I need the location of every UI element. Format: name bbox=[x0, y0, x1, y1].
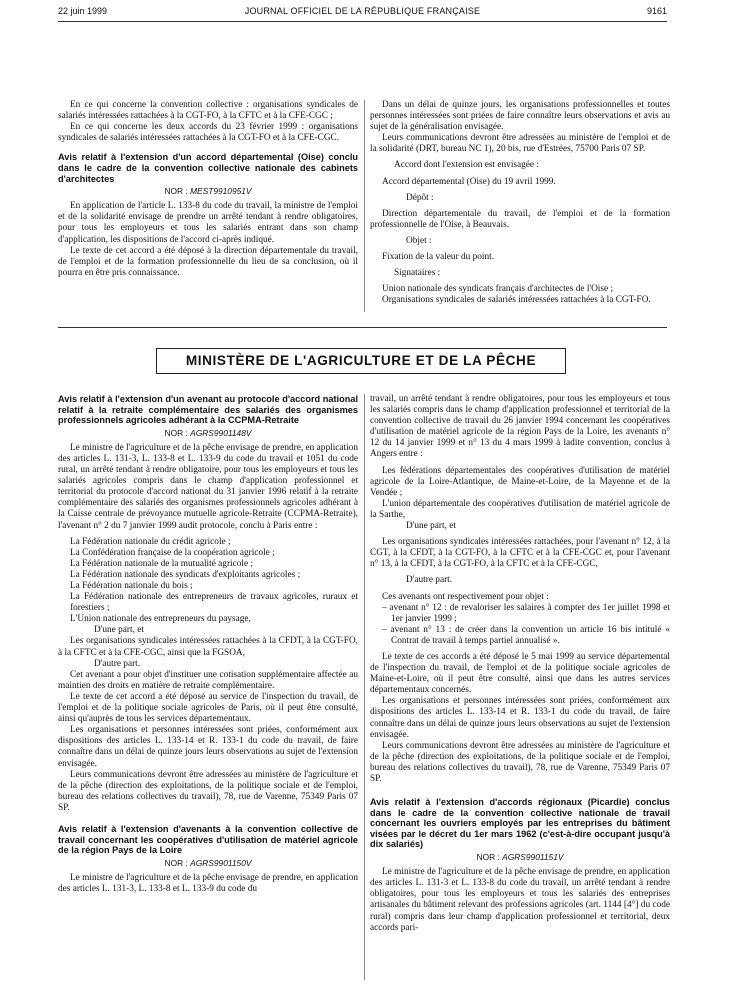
label: Dépôt : bbox=[406, 192, 434, 203]
paragraph: Cet avenant a pour objet d'instituer une cotisation supplémentaire affectée au maintien des droits en matière de retraite complémentaire. bbox=[58, 669, 358, 691]
top-right-column bbox=[370, 100, 670, 306]
paragraph: Union nationale des syndicats français d'architectes de l'Oise ; bbox=[382, 284, 614, 295]
paragraph: En application de l'article L. 133-8 du code du travail, la ministre de l'emploi et de la solidarité envisage de prendre un arrêté tendant à rendre obligatoires, pour tous les employeurs et tous les salariés entrant dans son champ d'application, les dispositions de l'accord ci-après indiqué. bbox=[58, 201, 358, 245]
paragraph: Le texte de cet accord a été déposé à la direction départementale du travail, de l'emploi et de la formation professionnelle du lieu de sa conclusion, où il pourra en être pris connaissance. bbox=[58, 245, 358, 278]
top-left-column bbox=[58, 100, 358, 279]
nor-reference: NOR : MESТ9910951V bbox=[164, 186, 252, 197]
page-header bbox=[58, 4, 667, 20]
party-label: D'une part, et bbox=[94, 625, 144, 636]
notice-title: Avis relatif à l'extension d'un accord départemental (Oise) conclu dans le cadre de la convention collective nationale des cabinets d'architectes bbox=[58, 152, 358, 184]
paragraph: Le ministre de l'agriculture et de la pêche envisage de prendre, en application des articles L. 131-3 et L. 133-8 du code du travail, un arrêté tendant à rendre obligatoires, pour tous les employeurs et tous les salariés des entreprises artisanales du bâtiment relevant des professions agricoles (art. 1144 [4°] du code rural) compris dans leur champ d'application professionnel et territorial, deux accords pari- bbox=[370, 867, 670, 933]
paragraph: Leurs communications devront être adressées au ministère de l'agriculture et de la pêche (direction des exploitations, de la politique sociale et de l'emploi, bureau des relations collectives du travail), 78, rue de Varenne, 75349 Paris 07 SP. bbox=[58, 769, 358, 813]
paragraph: Organisations syndicales de salariés intéressées rattachées à la CGT-FO. bbox=[382, 295, 651, 306]
paragraph: En ce qui concerne les deux accords du 23 février 1999 : organisations syndicales de salariés intéressées rattachées à la CGT-FO et à la CFE-CGC. bbox=[58, 122, 358, 144]
paragraph: travail, un arrêté tendant à rendre obligatoires, pour tous les employeurs et tous les salariés compris dans le champ d'application professionnel et territorial de la convention collective de travail du 26 janvier 1994 concernant les coopératives d'utilisation de matériel agricole de la région Pays de la Loire, les avenants n° 12 du 14 janvier 1999 et n° 13 du 4 mars 1999 à ladite convention, conclus à Angers entre : bbox=[370, 394, 670, 460]
list-item: La Fédération nationale du bois ; bbox=[70, 581, 193, 591]
list-item: La Fédération nationale des syndicats d'exploitants agricoles ; bbox=[70, 569, 301, 580]
party-label: D'une part, et bbox=[406, 521, 456, 532]
paragraph: Leurs communications devront être adressées au ministère de l'agriculture et de la pêche (direction des exploitations, de la politique sociale et de l'emploi, bureau des relations collectives du travail), 78, rue de Varenne, 75349 Paris 07 SP. bbox=[370, 740, 670, 784]
paragraph: L'union départementale des coopératives d'utilisation de matériel agricole de la Sarthe, bbox=[370, 498, 670, 520]
nor-reference: NOR : AGRS9901148V bbox=[164, 427, 252, 438]
section-rule bbox=[58, 327, 667, 328]
paragraph: Ces avenants ont respectivement pour objet : bbox=[382, 591, 549, 602]
bottom-right-column bbox=[370, 394, 670, 934]
list-item: La Fédération nationale de la mutualité agricole ; bbox=[70, 558, 254, 569]
paragraph: Les organisations syndicales intéressées rattachées à la CFDT, à la CGT-FO, à la CFTC et à la CFE-CGC, ainsi que la FGSOA, bbox=[58, 636, 358, 658]
header-rule bbox=[58, 21, 667, 22]
list-item: – avenant n° 13 : de créer dans la convention un article 16 bis intitulé « Contrat de travail à temps partiel annualisé ». bbox=[382, 624, 670, 646]
paragraph: Les organisations et personnes intéressées sont priées, conformément aux dispositions des articles L. 133-14 et R. 133-1 du code du travail, de faire connaître dans un délai de quinze jours leurs observations au sujet de l'extension envisagée. bbox=[370, 696, 670, 740]
paragraph: Les fédérations départementales des coopératives d'utilisation de matériel agricole de la Loire-Atlantique, de Maine-et-Loire, de la Mayenne et de la Vendée ; bbox=[370, 465, 670, 498]
list-item: La Fédération nationale des entrepreneurs de travaux agricoles, ruraux et forestiers ; bbox=[70, 592, 358, 614]
paragraph: Leurs communications devront être adressées au ministère de l'emploi et de la solidarité (DRT, bureau NC 1), 20 bis, rue d'Estrées, 75700 Paris 07 SP. bbox=[370, 133, 670, 155]
label: Accord dont l'extension est envisagée : bbox=[394, 160, 539, 171]
nor-reference: NOR : AGRS9901151V bbox=[476, 852, 564, 863]
header-page-number: 9161 bbox=[646, 6, 667, 16]
notice-title: Avis relatif à l'extension d'accords régionaux (Picardie) conclus dans le cadre de la convention collective nationale de travail concernant les ouvriers employés par les entreprises du bâtiment visées par le décret du 1er mars 1962 (c'est-à-dire occupant jusqu'à dix salariés) bbox=[370, 797, 670, 850]
column-separator bbox=[364, 100, 365, 312]
bottom-left-column bbox=[58, 394, 358, 895]
paragraph: Les organisations syndicales intéressées rattachées, pour l'avenant n° 12, à la CGT, à la CFDT, à la CGT-FO, à la CFTC et à la CFE-CGC et, pour l'avenant n° 13, à la CFDT, à la CGT-FO, à la CFTC et à la CFE-CGC, bbox=[370, 537, 670, 570]
paragraph: Le texte de cet accord a été déposé au service de l'inspection du travail, de l'emploi et de la politique sociale agricoles de Paris, où il peut être consulté, ainsi qu'auprès de tous les services départementaux. bbox=[58, 691, 358, 725]
label: Objet : bbox=[406, 235, 432, 246]
list-item: La Confédération française de la coopération agricole ; bbox=[70, 547, 275, 558]
notice-title: Avis relatif à l'extension d'un avenant au protocole d'accord national relatif à la retraite complémentaire des salariés des organismes professionnels agricoles adhérant à la CCPMA-Retraite bbox=[58, 394, 358, 426]
paragraph: En ce qui concerne la convention collective : organisations syndicales de salariés intéressées rattachées à la CGT-FO, à la CFTC et à la CFE-CGC ; bbox=[58, 100, 358, 122]
list-item: L'Union nationale des entrepreneurs du paysage, bbox=[70, 614, 251, 625]
ministry-banner: MINISTÈRE DE L'AGRICULTURE ET DE LA PÊCHE bbox=[156, 348, 566, 374]
list-item: La Fédération nationale du crédit agricole ; bbox=[70, 536, 231, 547]
paragraph: Le ministre de l'agriculture et de la pêche envisage de prendre, en application des articles L. 131-3, L. 133-8 et L. 133-9 du code du bbox=[58, 872, 358, 894]
notice-title: Avis relatif à l'extension d'avenants à la convention collective de travail concernant les coopératives d'utilisation de matériel agricole de la région Pays de la Loire bbox=[58, 823, 358, 856]
paragraph: Accord départemental (Oise) du 19 avril 1999. bbox=[382, 176, 556, 187]
column-separator bbox=[364, 394, 365, 980]
party-label: D'autre part. bbox=[406, 575, 453, 586]
paragraph: Dans un délai de quinze jours, les organisations professionnelles et toutes personnes intéressées sont priées de faire connaître leurs observations et avis au sujet de la généralisation envisagée. bbox=[370, 100, 670, 133]
label: Signataires : bbox=[394, 268, 441, 279]
header-date: 22 juin 1999 bbox=[58, 6, 108, 16]
paragraph: Le ministre de l'agriculture et de la pêche envisage de prendre, en application des articles L. 131-3, L. 133-8 et L. 133-9 du code du travail et 1051 du code rural, un arrêté tendant à rendre obligatoire, pour tous les employeurs et tous les salariés agricoles compris dans le champ d'application professionnel et territorial du protocole d'accord national du 31 janvier 1996 relatif à la retraite complémentaire des salariés des organismes professionnels agricoles adhérant à la Caisse centrale de prévoyance mutuelle agricole-Retraite (CCPMA-Retraite), l'avenant n° 2 du 7 janvier 1999 audit protocole, conclu à Paris entre : bbox=[58, 442, 358, 531]
nor-reference: NOR : AGRS9901150V bbox=[164, 857, 252, 868]
paragraph: Le texte de ces accords a été déposé le 5 mai 1999 au service départemental de l'inspection du travail, de l'emploi et de la politique sociale agricoles de Maine-et-Loire, où il peut être consulté, ainsi que dans les autres services départementaux concernés. bbox=[370, 651, 670, 696]
paragraph: Direction départementale du travail, de l'emploi et de la formation professionnelle de l'Oise, à Beauvais. bbox=[370, 208, 670, 230]
paragraph: Fixation de la valeur du point. bbox=[382, 252, 495, 263]
list-item: – avenant n° 12 : de revaloriser les salaires à compter des 1er juillet 1998 et 1er janvier 1999 ; bbox=[382, 602, 670, 624]
header-journal-title: JOURNAL OFFICIEL DE LA RÉPUBLIQUE FRANÇAISE bbox=[244, 6, 481, 16]
party-label: D'autre part. bbox=[94, 658, 141, 669]
paragraph: Les organisations et personnes intéressées sont priées, conformément aux dispositions des articles L. 133-14 et R. 133-1 du code du travail, de faire connaître dans un délai de quinze jours leurs observations au sujet de l'extension envisagée. bbox=[58, 725, 358, 769]
